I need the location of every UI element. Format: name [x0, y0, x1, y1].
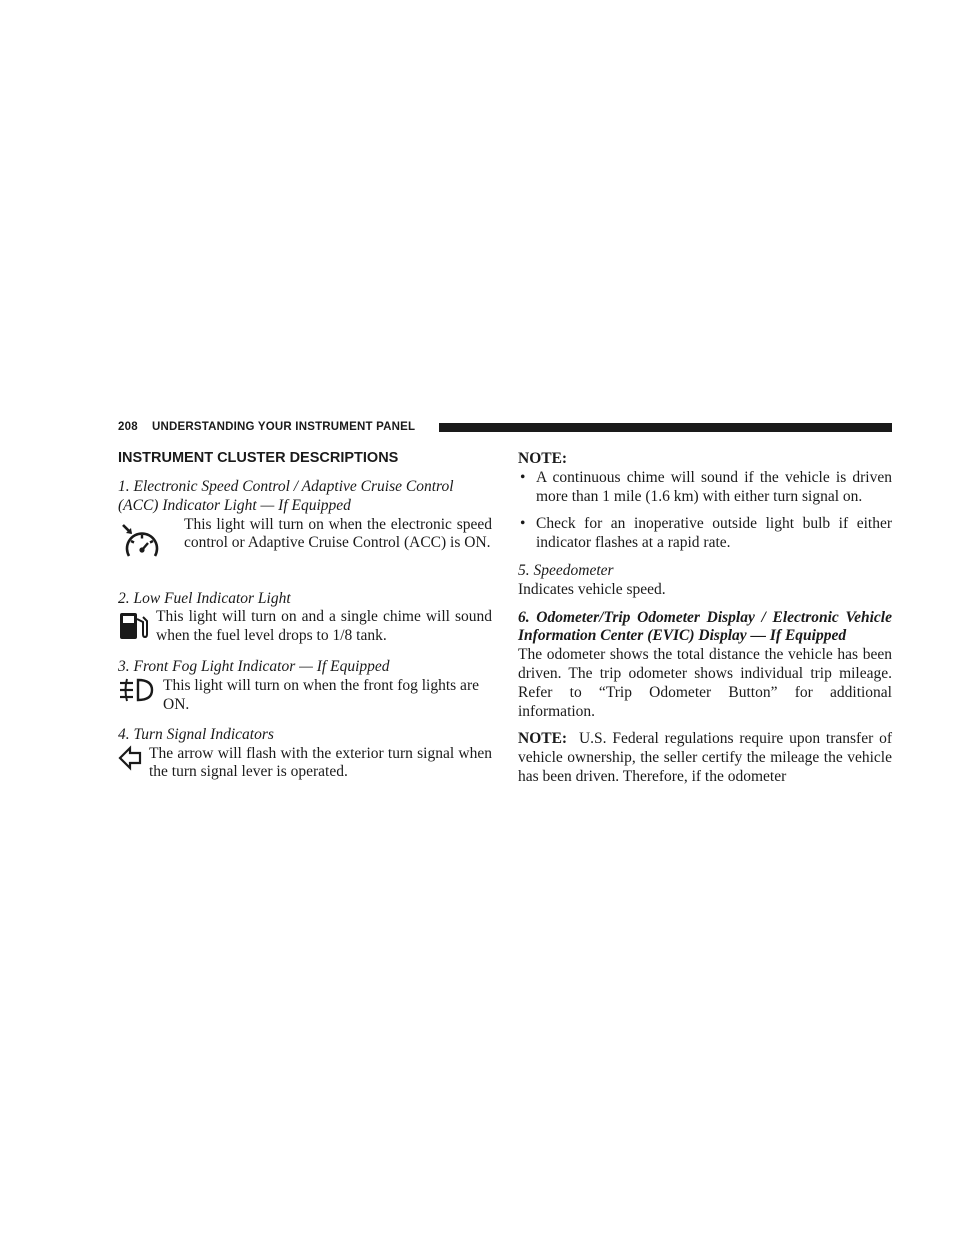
speed-control-icon	[118, 516, 184, 571]
fog-light-icon	[118, 677, 163, 708]
item-speed-control	[118, 478, 492, 571]
section-title: INSTRUMENT CLUSTER DESCRIPTIONS	[118, 450, 399, 466]
item-title: 1. Electronic Speed Control / Adaptive Cruise Control (ACC) Indicator Light — If Equipped	[118, 478, 454, 514]
left-column	[118, 450, 492, 782]
header-rule	[439, 423, 892, 432]
note-label: NOTE:	[518, 730, 568, 748]
item-odometer	[518, 609, 892, 722]
item-text: The arrow will flash with the exterior turn signal when the turn signal lever is operated.	[149, 744, 492, 781]
turn-arrow-icon	[118, 745, 149, 776]
right-column	[518, 450, 892, 787]
item-title: 2. Low Fuel Indicator Light	[118, 589, 291, 607]
note-bullet-list	[518, 469, 892, 553]
bullet-icon: •	[520, 468, 526, 486]
item-text: Indicates vehicle speed.	[518, 580, 666, 598]
item-speedometer	[518, 562, 892, 600]
note-label: NOTE:	[518, 450, 568, 467]
page-header	[118, 420, 892, 436]
note-text: U.S. Federal regulations require upon transfer of vehicle ownership, the seller certify the mileage the vehicle has been driven. Therefore, if the odometer	[518, 730, 893, 785]
item-text: This light will turn on and a single chime will sound when the fuel level drops to 1/8 tank.	[156, 608, 492, 645]
page-number: 208	[118, 421, 138, 433]
item-fog-light	[118, 658, 492, 714]
item-low-fuel	[118, 590, 492, 648]
item-text: The odometer shows the total distance the vehicle has been driven. The trip odometer shows individual trip mileage. Refer to “Trip Odometer Button” for additional information.	[518, 646, 892, 720]
item-title: 4. Turn Signal Indicators	[118, 725, 274, 743]
chapter-title: UNDERSTANDING YOUR INSTRUMENT PANEL	[152, 421, 416, 433]
list-item: • Check for an inoperative outside light bulb if either indicator flashes at a rapid rate.	[520, 515, 892, 552]
fuel-pump-icon	[118, 608, 156, 647]
item-title: 5. Speedometer	[518, 561, 614, 579]
bullet-icon: •	[520, 515, 526, 533]
item-turn-signal	[118, 726, 492, 782]
item-text: This light will turn on when the electronic speed control or Adaptive Cruise Control (ACC) is ON.	[184, 515, 492, 552]
item-title: 3. Front Fog Light Indicator — If Equipped	[118, 658, 390, 676]
item-title: 6. Odometer/Trip Odometer Display / Electronic Vehicle Information Center (EVIC) Display — If Equipped	[518, 608, 892, 645]
list-item: • A continuous chime will sound if the vehicle is driven more than 1 mile (1.6 km) with either turn signal on.	[520, 468, 892, 505]
item-text: This light will turn on when the front fog lights are ON.	[163, 677, 479, 713]
note-paragraph	[518, 730, 892, 786]
